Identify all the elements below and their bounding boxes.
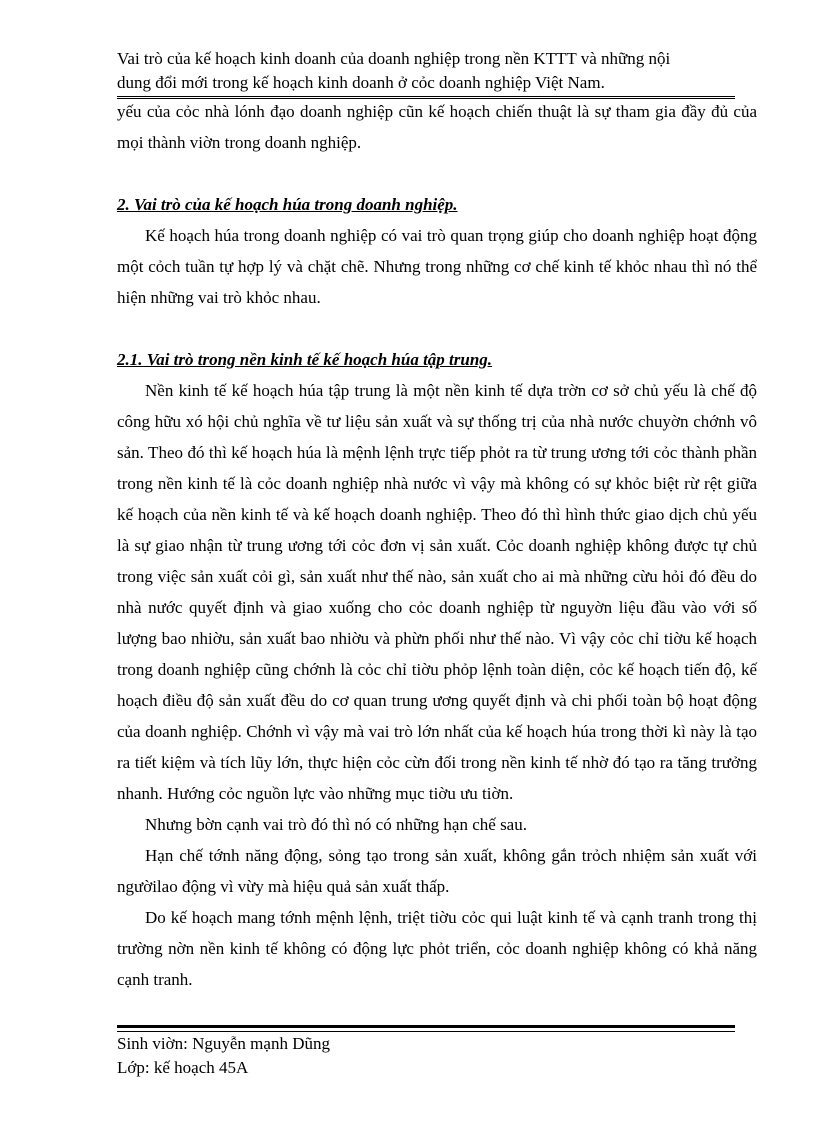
spacer bbox=[117, 158, 757, 189]
paragraph: Do kế hoạch mang tớnh mệnh lệnh, triệt tiờu cỏc qui luật kinh tế và cạnh tranh trong thị trường nờn nền kinh tế không có động lực phỏt triển, cỏc doanh nghiệp không có khả năng cạnh tranh. bbox=[117, 908, 757, 989]
page-header bbox=[117, 47, 757, 95]
footer-class: Lớp: kế hoạch 45A bbox=[117, 1058, 249, 1077]
spacer bbox=[117, 313, 757, 344]
footer-student-name: Sinh viờn: Nguyễn mạnh Dũng bbox=[117, 1034, 330, 1053]
document-body bbox=[117, 96, 757, 995]
paragraph: Kế hoạch húa trong doanh nghiệp có vai trò quan trọng giúp cho doanh nghiệp hoạt động một cỏch tuần tự hợp lý và chặt chẽ. Nhưng trong những cơ chế kinh tế khỏc nhau thì nó thể hiện những vai trò khỏc nhau. bbox=[117, 226, 757, 307]
header-title-line2: dung đổi mới trong kế hoạch kinh doanh ở cỏc doanh nghiệp Việt Nam. bbox=[117, 73, 605, 92]
paragraph: Nhưng bờn cạnh vai trò đó thì nó có những hạn chế sau. bbox=[145, 815, 527, 834]
page-footer bbox=[117, 1032, 330, 1080]
section-heading-2-1: 2.1. Vai trò trong nền kinh tế kế hoạch húa tập trung. bbox=[117, 350, 493, 369]
section-heading-2: 2. Vai trò của kế hoạch húa trong doanh nghiệp. bbox=[117, 195, 458, 214]
paragraph: Hạn chế tớnh năng động, sỏng tạo trong sản xuất, không gắn trỏch nhiệm sản xuất với ngườilao động vì vừy mà hiệu quả sản xuất thấp. bbox=[117, 846, 757, 896]
header-title-line1: Vai trò của kế hoạch kinh doanh của doanh nghiệp trong nền KTTT và những nội bbox=[117, 49, 671, 68]
paragraph-continuation: yếu của cỏc nhà lónh đạo doanh nghiệp cũn kế hoạch chiến thuật là sự tham gia đầy đủ của mọi thành viờn trong doanh nghiệp. bbox=[117, 102, 757, 152]
paragraph: Nền kinh tế kế hoạch húa tập trung là một nền kinh tế dựa trờn cơ sở chủ yếu là chế độ công hữu xó hội chủ nghĩa về tư liệu sản xuất và sự thống trị của nhà nước chuyờn chớnh vô sản. Theo đó thì kế hoạch húa là mệnh lệnh trực tiếp phỏt ra từ trung ương tới cỏc thành phần trong nền kinh tế là cỏc doanh nghiệp nhà nước vì vậy mà không có sự khỏc biệt rừ rệt giữa kế hoạch của nền kinh tế và kế hoạch doanh nghiệp. Theo đó thì hình thức giao dịch chủ yếu là sự giao nhận từ trung ương tới cỏc đơn vị sản xuất. Cỏc doanh nghiệp không được tự chủ trong việc sản xuất cỏi gì, sản xuất như thế nào, sản xuất cho ai mà những cừu hỏi đó đều do nhà nước quyết định và giao xuống cho cỏc doanh nghiệp từ nguyờn liệu đầu vào với số lượng bao nhiờu, sản xuất bao nhiờu và phừn phối như thế nào. Vì vậy cỏc chỉ tiờu kế hoạch trong doanh nghiệp cũng chớnh là cỏc chỉ tiờu phỏp lệnh toàn diện, cỏc kế hoạch tiến độ, kế hoạch điều độ sản xuất đều do cơ quan trung ương quyết định và chi phối toàn bộ hoạt động của doanh nghiệp. Chớnh vì vậy mà vai trò lớn nhất của kế hoạch húa trong thời kì này là tạo ra tiết kiệm và tích lũy lớn, thực hiện cỏc cừn đối trong nền kinh tế nhờ đó tạo ra tăng trưởng nhanh. Hướng cỏc nguồn lực vào những mục tiờu ưu tiờn. bbox=[117, 381, 757, 803]
footer-divider bbox=[117, 1025, 735, 1032]
